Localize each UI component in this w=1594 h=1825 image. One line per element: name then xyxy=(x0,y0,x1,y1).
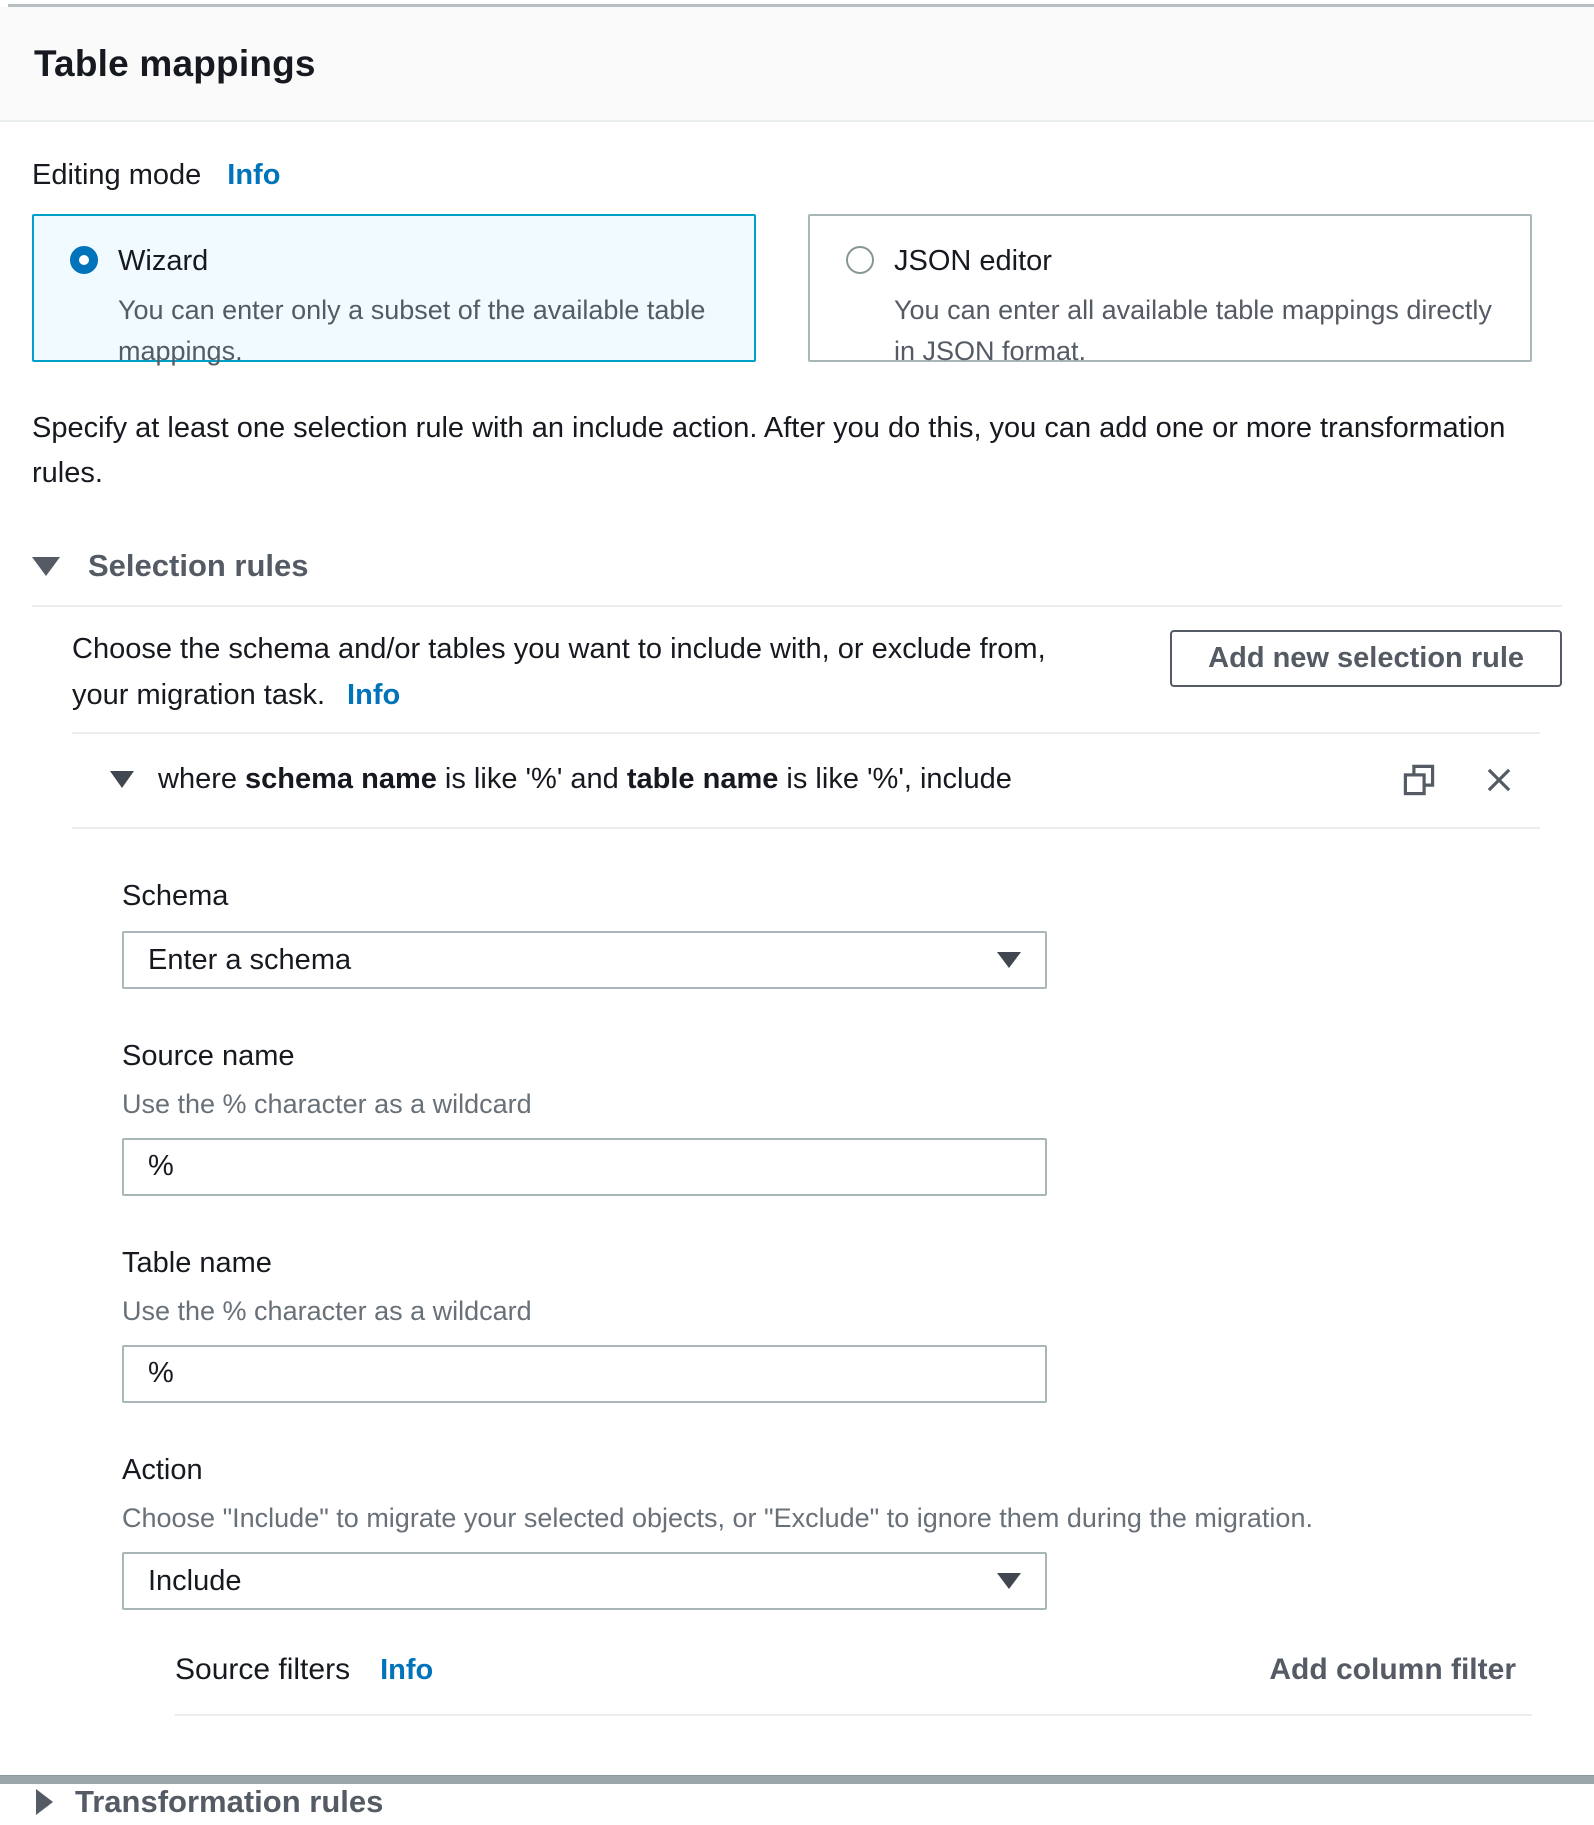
rule-summary-prefix: where xyxy=(158,763,246,796)
transformation-rules-title: Transformation rules xyxy=(75,1783,384,1819)
action-helper: Choose "Include" to migrate your selected objects, or "Exclude" to ignore them during the migration. xyxy=(122,1503,1313,1533)
copy-icon xyxy=(1402,763,1436,797)
wizard-radio[interactable] xyxy=(70,246,98,274)
rule-summary-suffix: is like '%', include xyxy=(778,763,1012,796)
selection-rules-description-block xyxy=(72,627,1102,719)
table-name-label: Table name xyxy=(122,1246,272,1279)
rule-summary-middle: is like '%' and xyxy=(436,763,627,796)
selection-rules-section-header[interactable] xyxy=(32,544,1562,589)
editing-mode-info-link[interactable]: Info xyxy=(227,159,281,191)
json-editor-option-label: JSON editor xyxy=(894,245,1052,278)
selection-rule-header xyxy=(72,734,1540,826)
table-mappings-panel-header xyxy=(0,7,1594,122)
rule-summary-schema-field: schema name xyxy=(245,763,437,796)
selection-rules-description: Choose the schema and/or tables you want to include with, or exclude from, your migration task. xyxy=(72,632,1046,711)
source-filters-divider xyxy=(175,1714,1532,1716)
chevron-down-icon xyxy=(997,952,1021,968)
remove-rule-button[interactable] xyxy=(1484,765,1514,795)
editing-mode-options xyxy=(32,214,1562,366)
source-name-helper: Use the % character as a wildcard xyxy=(122,1088,532,1119)
schema-select-value: Enter a schema xyxy=(148,943,352,976)
table-mappings-content xyxy=(0,154,1594,1825)
json-editor-option-description: You can enter all available table mappings directly in JSON format. xyxy=(894,295,1492,366)
schema-field-group xyxy=(122,875,1562,989)
action-field-group xyxy=(122,1449,1562,1610)
json-editor-radio[interactable] xyxy=(846,246,874,274)
action-select-value: Include xyxy=(148,1565,242,1598)
source-name-input[interactable] xyxy=(122,1138,1047,1196)
selection-rules-toolbar xyxy=(72,627,1562,719)
action-label: Action xyxy=(122,1453,203,1486)
close-icon xyxy=(1484,765,1514,795)
action-select[interactable] xyxy=(122,1552,1047,1610)
add-column-filter-button[interactable]: Add column filter xyxy=(1269,1653,1516,1687)
rule-collapse-triangle-icon[interactable] xyxy=(110,771,134,788)
transformation-rules-section-header[interactable] xyxy=(32,1780,1562,1825)
table-name-input[interactable] xyxy=(122,1345,1047,1403)
selection-rules-info-link[interactable]: Info xyxy=(347,678,401,711)
duplicate-rule-button[interactable] xyxy=(1402,763,1436,797)
page-title: Table mappings xyxy=(34,42,316,84)
chevron-down-icon xyxy=(997,1573,1021,1589)
selection-rules-title: Selection rules xyxy=(88,547,309,583)
expand-triangle-icon xyxy=(36,1789,53,1815)
table-name-helper: Use the % character as a wildcard xyxy=(122,1295,532,1326)
wizard-option-label: Wizard xyxy=(118,245,209,278)
rule-header-divider xyxy=(72,827,1540,829)
wizard-option-text xyxy=(118,240,724,366)
json-editor-option-card[interactable] xyxy=(808,214,1532,366)
wizard-option-card[interactable] xyxy=(32,214,756,366)
wizard-option-description: You can enter only a subset of the available table mappings. xyxy=(118,295,706,366)
editing-mode-label: Editing mode xyxy=(32,159,202,191)
collapse-triangle-icon xyxy=(32,557,60,576)
table-name-field-group xyxy=(122,1242,1562,1403)
schema-label: Schema xyxy=(122,879,229,912)
schema-select[interactable] xyxy=(122,931,1047,989)
selection-rule-instructions: Specify at least one selection rule with an include action. After you do this, you can add one or more transformation rules. xyxy=(32,412,1506,489)
source-filters-row xyxy=(175,1648,1554,1692)
rule-actions xyxy=(1402,763,1540,797)
rule-summary-table-field: table name xyxy=(626,763,779,796)
source-filters-title: Source filters xyxy=(175,1653,351,1687)
source-name-field-group xyxy=(122,1035,1562,1196)
add-new-selection-rule-button[interactable]: Add new selection rule xyxy=(1170,630,1562,687)
source-name-label: Source name xyxy=(122,1039,295,1072)
selection-rule-form xyxy=(122,875,1562,1716)
section-divider xyxy=(32,605,1562,607)
source-filters-info-link[interactable]: Info xyxy=(380,1654,434,1687)
editing-mode-row xyxy=(32,154,1562,196)
rule-summary xyxy=(158,758,1012,800)
json-editor-option-text xyxy=(894,240,1500,366)
